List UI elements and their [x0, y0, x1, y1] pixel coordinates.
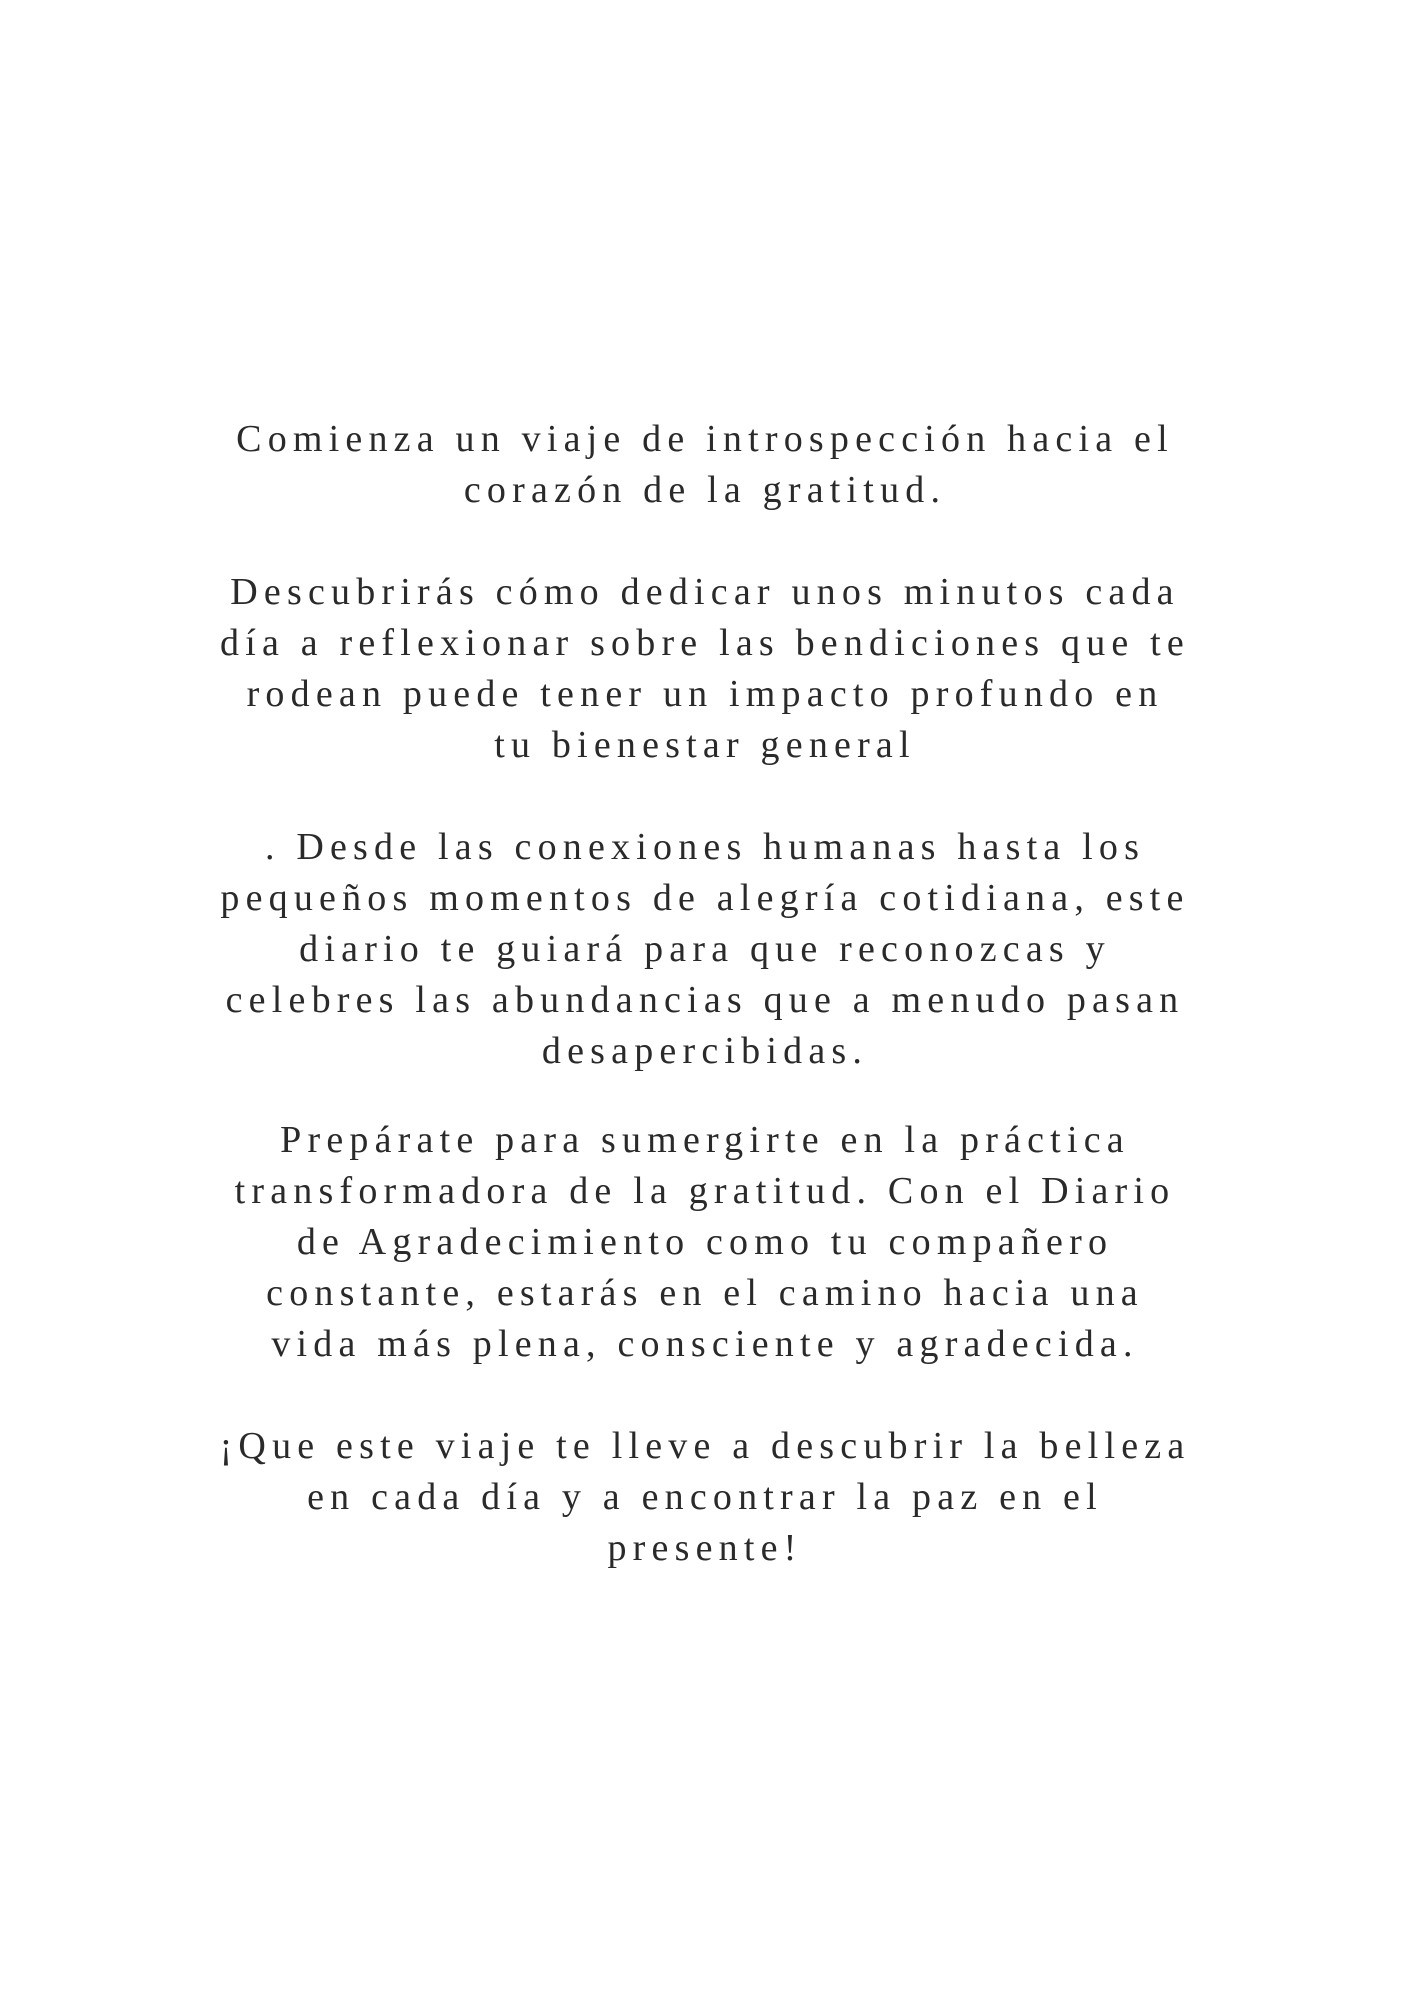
text-line: día a reflexionar sobre las bendiciones que te [220, 622, 1190, 664]
text-line: de Agradecimiento como tu compañero [296, 1221, 1114, 1263]
paragraph-spacer [155, 516, 1255, 567]
body-text [155, 414, 1255, 1574]
text-line: Descubrirás cómo dedicar unos minutos cada [230, 571, 1180, 613]
paragraph-discover [155, 567, 1255, 771]
paragraph-spacer [155, 771, 1255, 822]
text-line: constante, estarás en el camino hacia una [266, 1272, 1144, 1314]
text-line: celebres las abundancias que a menudo pasan [225, 979, 1185, 1021]
paragraph-prepare [155, 1115, 1255, 1370]
text-line: rodean puede tener un impacto profundo en [246, 673, 1164, 715]
text-line: vida más plena, consciente y agradecida. [271, 1323, 1139, 1365]
text-line: presente! [607, 1527, 803, 1569]
paragraph-intro [155, 414, 1255, 516]
text-line: Comienza un viaje de introspección hacia el [236, 418, 1174, 460]
text-line: tu bienestar general [494, 724, 916, 766]
text-line: pequeños momentos de alegría cotidiana, este [220, 877, 1190, 919]
text-line: transformadora de la gratitud. Con el Diario [234, 1170, 1176, 1212]
text-line: desapercibidas. [541, 1030, 869, 1072]
paragraph-connections [155, 822, 1255, 1077]
text-line: en cada día y a encontrar la paz en el [307, 1476, 1103, 1518]
text-line: . Desde las conexiones humanas hasta los [264, 826, 1146, 868]
paragraph-spacer [155, 1370, 1255, 1421]
text-line: diario te guiará para que reconozcas y [299, 928, 1111, 970]
text-line: ¡Que este viaje te lleve a descubrir la belleza [219, 1425, 1191, 1467]
text-line: corazón de la gratitud. [463, 469, 947, 511]
paragraph-spacer [155, 1077, 1255, 1115]
paragraph-closing [155, 1421, 1255, 1574]
text-line: Prepárate para sumergirte en la práctica [280, 1119, 1130, 1161]
